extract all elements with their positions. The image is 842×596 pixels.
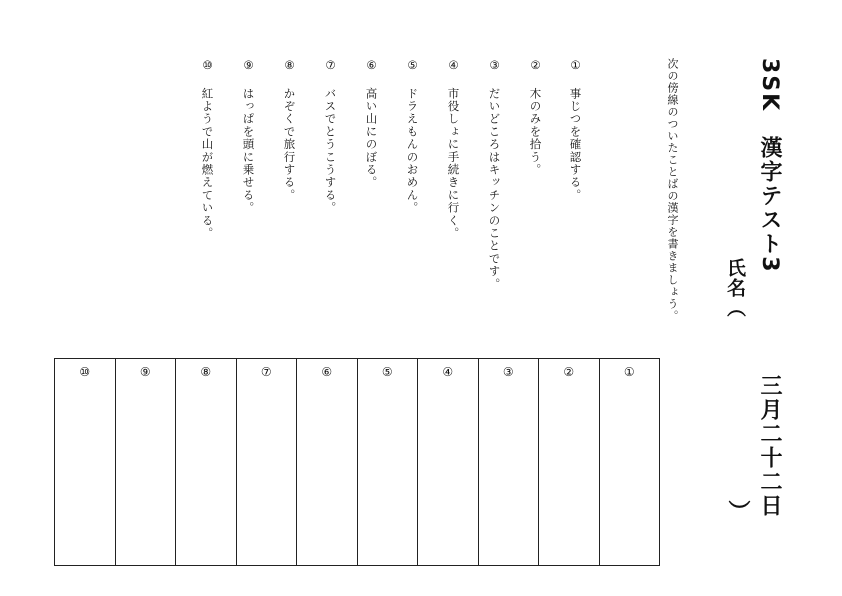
question-text: バスでとうこうする。 bbox=[323, 87, 338, 215]
question-3 bbox=[488, 58, 500, 290]
question-number: ⑩ bbox=[200, 58, 215, 74]
answer-cell-5[interactable]: ⑤ bbox=[357, 359, 418, 565]
question-text: 紅ようで山が燃えている。 bbox=[200, 87, 215, 240]
answer-cell-8[interactable]: ⑧ bbox=[175, 359, 236, 565]
answer-cell-2[interactable]: ② bbox=[538, 359, 599, 565]
question-number: ⑤ bbox=[405, 58, 420, 74]
question-text: 市役しょに手続きに行く。 bbox=[446, 87, 461, 240]
question-8 bbox=[283, 58, 295, 202]
name-label: 氏名（ bbox=[724, 258, 746, 318]
test-title: 3SK 漢字テスト3 bbox=[757, 58, 782, 274]
answer-cell-9[interactable]: ⑨ bbox=[115, 359, 176, 565]
answer-cell-4[interactable]: ④ bbox=[417, 359, 478, 565]
question-text: はっぱを頭に乗せる。 bbox=[241, 87, 256, 215]
question-number: ⑥ bbox=[364, 58, 379, 74]
question-text: 木のみを拾う。 bbox=[528, 87, 543, 177]
question-number: ④ bbox=[446, 58, 461, 74]
test-date: 三月二十二日 bbox=[757, 374, 782, 518]
question-text: だいどころはキッチンのことです。 bbox=[487, 87, 502, 291]
question-4 bbox=[447, 58, 459, 240]
question-9 bbox=[242, 58, 254, 214]
instruction-text: 次の傍線のついたことばの漢字を書きましょう。 bbox=[666, 58, 679, 322]
question-1 bbox=[569, 58, 581, 202]
question-number: ① bbox=[568, 58, 583, 74]
question-number: ③ bbox=[487, 58, 502, 74]
question-5 bbox=[406, 58, 418, 214]
answer-cell-6[interactable]: ⑥ bbox=[296, 359, 357, 565]
question-6 bbox=[365, 58, 377, 189]
question-10 bbox=[201, 58, 213, 240]
answer-cell-7[interactable]: ⑦ bbox=[236, 359, 297, 565]
question-text: 事じつを確認する。 bbox=[568, 87, 583, 202]
answer-cell-3[interactable]: ③ bbox=[478, 359, 539, 565]
question-text: 高い山にのぼる。 bbox=[364, 87, 379, 189]
name-close-paren: ） bbox=[725, 500, 750, 522]
question-number: ⑧ bbox=[282, 58, 297, 74]
question-text: かぞくで旅行する。 bbox=[282, 87, 297, 202]
question-number: ⑦ bbox=[323, 58, 338, 74]
answer-cell-1[interactable]: ① bbox=[599, 359, 660, 565]
question-number: ② bbox=[528, 58, 543, 74]
question-2 bbox=[529, 58, 541, 176]
answer-cell-10[interactable]: ⑩ bbox=[79, 365, 91, 379]
question-text: ドラえもんのおめん。 bbox=[405, 87, 420, 215]
question-7 bbox=[324, 58, 336, 214]
answer-grid bbox=[54, 358, 660, 566]
question-number: ⑨ bbox=[241, 58, 256, 74]
